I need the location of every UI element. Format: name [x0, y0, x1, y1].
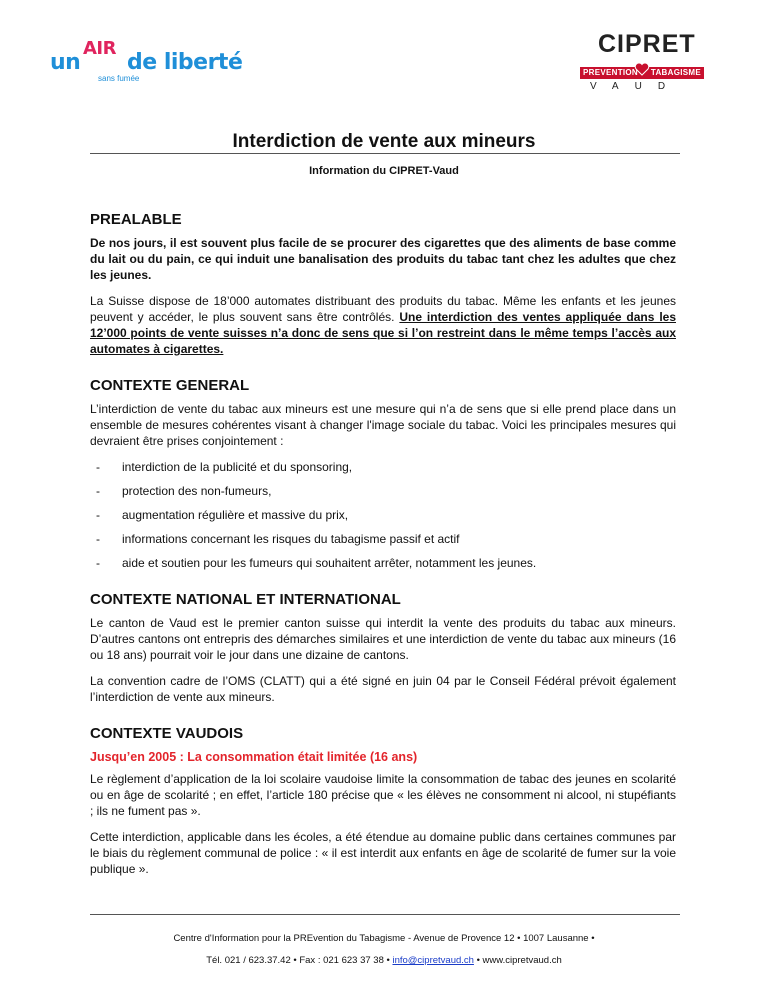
section-heading: CONTEXTE NATIONAL ET INTERNATIONAL: [90, 591, 401, 608]
paragraph: Cette interdiction, applicable dans les écoles, a été étendue au domaine public dans certaines communes par le biais du règlement communal de police : « il est interdit aux enfants en âge de scolarité de fumer sur la voie publique ».: [90, 830, 676, 876]
list-item: [90, 483, 676, 499]
cipret-band-tabagisme: TABAGISME: [650, 68, 701, 77]
dash-bullet: -: [96, 508, 100, 522]
heart-icon: [634, 61, 650, 77]
paragraph: La convention cadre de l’OMS (CLATT) qui a été signé en juin 04 par le Conseil Fédéral prévoit également l’interdiction de vente aux mineurs.: [90, 674, 676, 704]
logo-word-un: un: [50, 50, 81, 75]
section-contexte-national: [90, 591, 676, 705]
document-body: [90, 211, 676, 897]
paragraph-text: La Suisse dispose de 18’000 automates distribuant des produits du tabac. Même les enfants et les jeunes peuvent y accéder, le plus souvent sans être contrôlés.: [90, 294, 676, 324]
page-subtitle: Information du CIPRET-Vaud: [309, 165, 459, 177]
cipret-band-prevention: PREVENTION: [583, 68, 639, 77]
footer-divider: [90, 914, 680, 915]
emphasized-text: Une interdiction des ventes appliquée dans les 12’000 points de vente suisses n’a donc de sens que si l’on restreint dans le même temps l’accès aux automates à cigarettes.: [90, 310, 676, 356]
dash-bullet: -: [96, 556, 100, 570]
section-heading: PREALABLE: [90, 211, 182, 228]
section-contexte-general: [90, 377, 676, 571]
footer-phone-fax: Tél. 021 / 623.37.42 • Fax : 021 623 37 38 •: [206, 955, 393, 966]
email-link[interactable]: info@cipretvaud.ch: [392, 955, 474, 966]
list-item-text: informations concernant les risques du tabagisme passif et actif: [122, 532, 460, 546]
un-air-de-liberte-logo: [50, 36, 290, 86]
list-item-text: aide et soutien pour les fumeurs qui souhaitent arrêter, notamment les jeunes.: [122, 556, 537, 570]
list-item-text: interdiction de la publicité et du sponsoring,: [122, 460, 353, 474]
footer-contact: [0, 955, 768, 966]
cipret-region: VAUD: [590, 81, 682, 92]
list-item: [90, 507, 676, 523]
logo-word-air: AIR: [83, 38, 116, 59]
footer-website: • www.cipretvaud.ch: [473, 955, 562, 966]
section-contexte-vaudois: [90, 725, 676, 877]
section-heading: CONTEXTE GENERAL: [90, 377, 250, 394]
paragraph: Le règlement d’application de la loi scolaire vaudoise limite la consommation de tabac des jeunes en scolarité ou en âge de scolarité ; en effet, l’article 180 précise que « les élèves ne consomment ni alcool, ni stupéfiants ; ils ne fument pas ».: [90, 772, 676, 818]
logo-word-de-liberte: de liberté: [127, 50, 243, 75]
measures-list: [90, 459, 676, 571]
section-subheading: Jusqu’en 2005 : La consommation était limitée (16 ans): [90, 750, 418, 764]
section-prealable: [90, 211, 676, 357]
paragraph: L’interdiction de vente du tabac aux mineurs est une mesure qui n’a de sens que si elle prend place dans un ensemble de mesures cohérentes visant à changer l'image sociale du tabac. Voici les principales mesures qui devraient être prises conjointement :: [90, 402, 676, 448]
list-item: [90, 531, 676, 547]
list-item: [90, 459, 676, 475]
list-item: [90, 555, 676, 571]
paragraph: De nos jours, il est souvent plus facile de se procurer des cigarettes que des aliments de base comme du lait ou du pain, ce qui induit une banalisation des produits du tabac tant chez les adultes que chez les jeunes.: [90, 236, 676, 282]
page-title: Interdiction de vente aux mineurs: [232, 131, 536, 152]
list-item-text: protection des non-fumeurs,: [122, 484, 272, 498]
cipret-name: CIPRET: [598, 30, 696, 58]
list-item-text: augmentation régulière et massive du prix,: [122, 508, 349, 522]
dash-bullet: -: [96, 460, 100, 474]
logo-tagline: sans fumée: [98, 74, 140, 83]
cipret-logo: [578, 30, 708, 94]
footer-address: Centre d'Information pour la PREvention du Tabagisme - Avenue de Provence 12 • 1007 Lausanne •: [173, 933, 595, 944]
title-divider: [90, 153, 680, 154]
dash-bullet: -: [96, 484, 100, 498]
dash-bullet: -: [96, 532, 100, 546]
paragraph: Le canton de Vaud est le premier canton suisse qui interdit la vente des produits du tabac aux mineurs. D’autres cantons ont entrepris des démarches similaires et une interdiction de vente du tabac aux mineurs (16 ou 18 ans) pourrait voir le jour dans une dizaine de cantons.: [90, 616, 676, 662]
paragraph: [90, 293, 676, 357]
section-heading: CONTEXTE VAUDOIS: [90, 725, 244, 742]
